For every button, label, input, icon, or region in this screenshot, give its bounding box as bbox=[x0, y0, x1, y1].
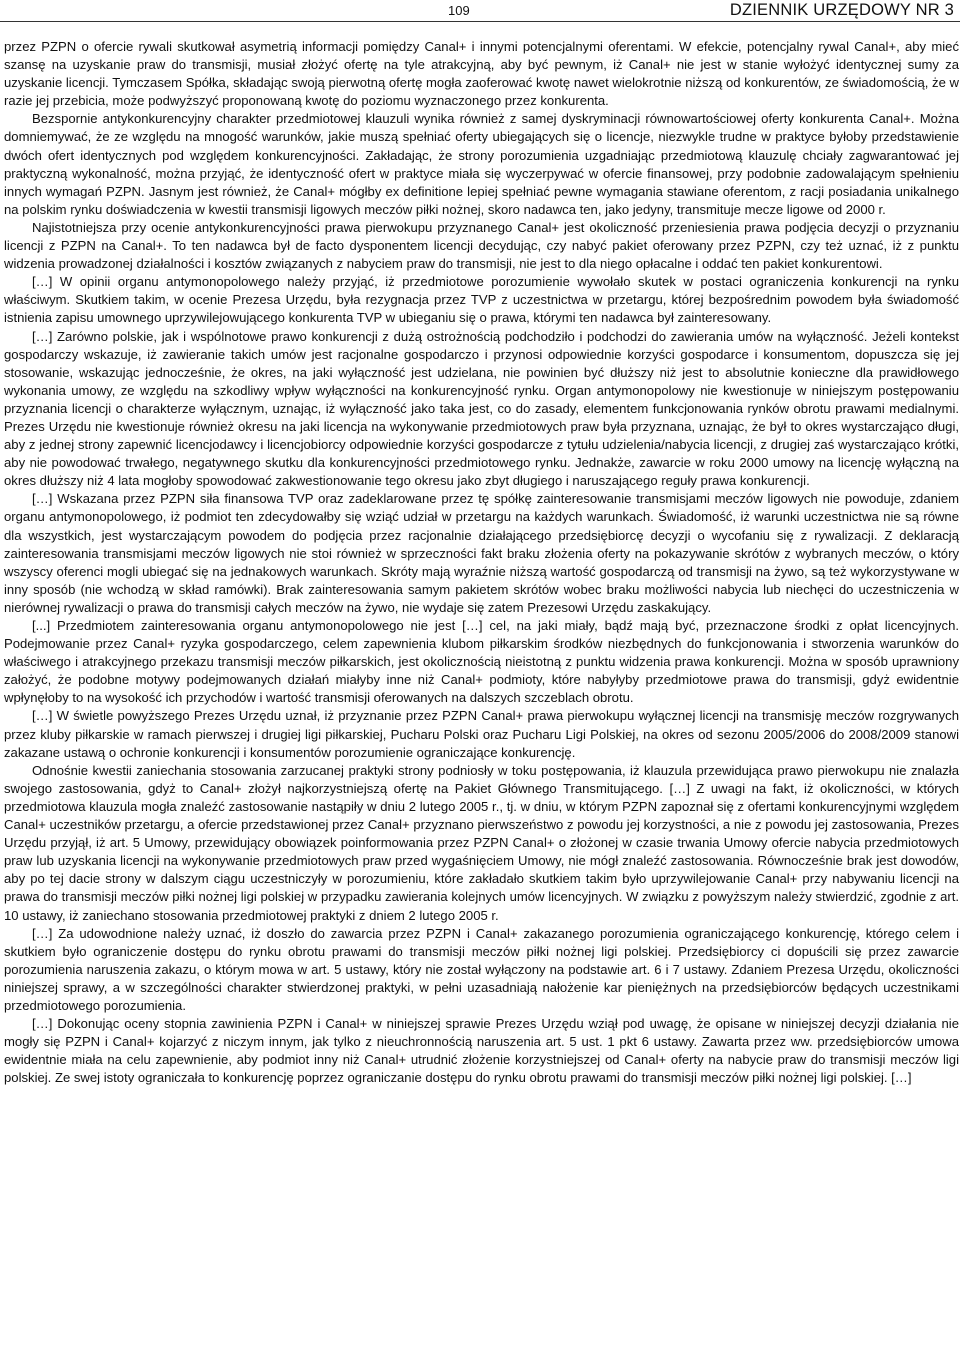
paragraph: Najistotniejsza przy ocenie antykonkurencyjności prawa pierwokupu przyznanego Canal+ jest okoliczność przeniesienia prawa podjęcia decyzji o przyznaniu licencji z PZPN na Canal+. To ten nadawca był de facto dysponentem licencji decydując, czy nabyć pakiet oferowany przez PZPN, czy też uznać, iż z punktu widzenia prowadzonej działalności i kosztów związanych z nabyciem praw do transmisji, nie jest to dla niego opłacalne i oddać ten pakiet konkurentowi. bbox=[4, 219, 959, 272]
page-number: 109 bbox=[448, 3, 470, 18]
paragraph: […] Za udowodnione należy uznać, iż doszło do zawarcia przez PZPN i Canal+ zakazanego porozumienia ograniczającego konkurencję, którego celem i skutkiem było ograniczenie dostępu do rynku obrotu prawami do transmisji meczów piłki nożnej ligi polskiej. Przedsiębiorcy ci dopuścili się przez zawarcie porozumienia naruszenia zakazu, o którym mowa w art. 5 ustawy, który nie został wyłączony na podstawie art. 6 i 7 ustawy. Zdaniem Prezesa Urzędu, okoliczności niniejszej sprawy, a w szczególności charakter stwierdzonej praktyki, w pełni uzasadniają nałożenie kar pieniężnych na przedsiębiorców będących uczestnikami przedmiotowego porozumienia. bbox=[4, 925, 959, 1013]
paragraph: […] W opinii organu antymonopolowego należy przyjąć, iż przedmiotowe porozumienie wywołało skutek w postaci ograniczenia konkurencji na rynku właściwym. Skutkiem takim, w ocenie Prezesa Urzędu, była rezygnacja przez TVP z uczestnictwa w przetargu, której bezpośrednim powodem była świadomość istnienia zapisu umownego uprzywilejowującego konkurenta TVP w ubieganiu się o prawa, którymi ten nadawca był zainteresowany. bbox=[4, 274, 959, 326]
journal-title: DZIENNIK URZĘDOWY NR 3 bbox=[729, 1, 954, 19]
paragraph: [...] Przedmiotem zainteresowania organu antymonopolowego nie jest […] cel, na jaki miały, bądź mają być, przeznaczone środki z opłat licencyjnych. Podejmowanie przez Canal+ ryzyka gospodarczego, celem zapewnienia klubom piłkarskim środków niezbędnych do funkcjonowania i stworzenia warunków do właściwego i atrakcyjnego przekazu transmisji meczów piłkarskich, jest okolicznością nieistotną z punktu widzenia prawa konkurencji. Można w sposób uprawniony założyć, że podobne motywy podejmowanych działań miałyby inne niż Canal+ podmioty, które nabyłyby przedmiotowe prawa do transmisji, gdyż ewidentnie wpłynęłoby to na wysokość ich przychodów i wartość transmisji oferowanych na dalszych szczeblach obrotu. bbox=[4, 618, 959, 706]
paragraph: […] Zarówno polskie, jak i wspólnotowe prawo konkurencji z dużą ostrożnością podchodziło i podchodzi do zawierania umów na wyłączność. Jeżeli kontekst gospodarczy wskazuje, iż zawieranie takich umów jest racjonalne gospodarczo i przynosi odpowiednie korzyści gospodarce i konsumentom, dopuszcza się jej stosowanie, wskazując jednocześnie, że okres, na jaki wyłączność jest udzielana, nie powinien być dłuższy niż jest to absolutnie konieczne dla prawidłowego wykonania umowy, ze względu na szkodliwy wpływ wyłączności na konkurencyjność rynku. Organ antymonopolowy nie kwestionuje w niniejszym postępowaniu przyznania licencji o charakterze wyłącznym, uznając, iż wyłączność jako taka jest, co do zasady, elementem funkcjonowania rynków obrotu prawami medialnymi. Prezes Urzędu nie kwestionuje również okresu na jaki licencja na wykonywanie przedmiotowych praw była przyznana, uznając, że był to okres wystarczająco długi, aby z jednej strony zapewnić licencjodawcy i licencjobiorcy odpowiednie korzyści gospodarcze z tytułu udzielenia/nabycia licencji, z drugiej zaś wystarczająco krótki, aby nie powodować trwałego, negatywnego skutku dla konkurencyjności przedmiotowego rynku. Jednakże, zawarcie w roku 2000 umowy na licencję wyłączną na okres dłuższy niż 4 lata mogłoby spowodować zakwestionowanie tego okresu jako zbyt długiego i naruszającego reguły prawa konkurencji. bbox=[4, 328, 959, 489]
paragraph: przez PZPN o ofercie rywali skutkował asymetrią informacji pomiędzy Canal+ i innymi potencjalnymi oferentami. W efekcie, potencjalny rywal Canal+, aby mieć szansę na uzyskanie praw do transmisji, musiał złożyć ofertę na tyle atrakcyjną, aby być pewnym, iż Canal+ nie jest w stanie wyłożyć identycznej sumy za uzyskanie licencji. Tymczasem Spółka, składając swoją pierwotną ofertę mogła zaoferować kwotę nawet wielokrotnie niższą od konkurentów, ze świadomością, że w razie jej przebicia, może podwyższyć proponowaną kwotę do poziomu wyznaczonego przez konkurenta. bbox=[4, 39, 959, 109]
paragraph: Bezspornie antykonkurencyjny charakter przedmiotowej klauzuli wynika również z samej dyskryminacji równowartościowej oferty konkurenta Canal+. Można domniemywać, że ze względu na mnogość warunków, jakie muszą spełniać oferty ubiegających się o licencje, niezwykle trudne w praktyce byłoby przedstawienie dwóch ofert identycznych pod względem konkurencyjności. Zakładając, że strony porozumienia uzgadniając przedmiotową klauzulę chciały zagwarantować jej praktyczną wykonalność, można przyjąć, że identyczność ofert w praktyce miała się wyczerpywać w ofercie finansowej, przy podobnie zadowalającym spełnieniu innych wymagań PZPN. Jasnym jest również, że Canal+ mógłby ex definitione lepiej spełniać pewne wymagania stawiane oferentom, z racji posiadania unikalnego na polskim rynku doświadczenia w kwestii transmisji ligowych meczów piłki nożnej, skoro nadawca ten, jako jedyny, transmituje mecze ligowe od 2000 r. bbox=[4, 111, 959, 217]
paragraph: Odnośnie kwestii zaniechania stosowania zarzucanej praktyki strony podniosły w toku postępowania, iż klauzula przewidująca prawo pierwokupu nie znalazła swojego zastosowania, gdyż to Canal+ złożył najkorzystniejszą ofertę na Pakiet Głównego Transmitującego. […] Z uwagi na fakt, iż okoliczności, w których przedmiotowa klauzula mogła znaleźć zastosowanie nastąpiły w dniu 2 lutego 2005 r., tj. w dniu, w którym PZPN zapoznał się z ofertami konkurencyjnymi względem Canal+ uczestników przetargu, a ofercie przedstawionej przez Canal+ przyznano pierwszeństwo z powodu jej korzystności, a nie z powodu jej zastosowania, Prezes Urzędu przyjął, iż art. 5 Umowy, przewidujący obowiązek poinformowania przez PZPN Canal+ o złożonej w czasie trwania Umowy ofercie nabycia przedmiotowych praw lub uzyskania licencji na wykonywanie przedmiotowych praw przed wygaśnięciem Umowy, nie mógł znaleźć zastosowania. Równocześnie brak jest dowodów, aby po tej dacie strony w dalszym ciągu uczestniczyły w porozumieniu, które zakładało skutkiem takim było uprzywilejowanie Canal+ przy nabywaniu licencji na prawa do transmisji meczów piłki nożnej ligi polskiej w przypadku zawierania kolejnych umów licencyjnych. W związku z powyższym należy stwierdzić, zgodnie z art. 10 ustawy, iż zaniechano stosowania przedmiotowej praktyki z dniem 2 lutego 2005 r. bbox=[4, 762, 959, 923]
header-rule bbox=[0, 21, 960, 22]
paragraph: […] Wskazana przez PZPN siła finansowa TVP oraz zadeklarowane przez tę spółkę zainteresowanie transmisjami meczów ligowych nie powoduje, zdaniem organu antymonopolowego, iż podmiot ten zdecydowałby się wziąć udział w przetargu na każdych warunkach. Świadomość, iż warunki uczestnictwa nie są równe dla wszystkich, jest wystarczającym powodem do podjęcia przez racjonalnie działającego przedsiębiorcę decyzji o wycofaniu się z rywalizacji. Z deklaracją zainteresowania transmisjami meczów ligowych nie stoi również w sprzeczności fakt braku złożenia oferty na pokazywanie skrótów z wybranych meczów, o który wszyscy oferenci mogli ubiegać się na jednakowych warunkach. Skróty mają wyraźnie niższą wartość gospodarczą od transmisji na żywo, są też wykorzystywane w inny sposób (nie wchodzą w skład ramówki). Brak zainteresowania samym pakietem skrótów wobec braku możliwości nabycia lub niechęci do uczestniczenia w nierównej rywalizacji o prawa do transmisji całych meczów na żywo, nie wydaje się zatem Prezesowi Urzędu zaskakujący. bbox=[4, 491, 959, 615]
paragraph: […] Dokonując oceny stopnia zawinienia PZPN i Canal+ w niniejszej sprawie Prezes Urzędu wziął pod uwagę, że opisane w niniejszej decyzji działania nie mogły się PZPN i Canal+ kojarzyć z niczym innym, jak tylko z nieuchronnością naruszenia art. 5 ust. 1 pkt 6 ustawy. Zawarta przez ww. przedsiębiorców umowa ewidentnie miała na celu zapewnienie, aby podmiot inny niż Canal+ utrudnić złożenie korzystniejszej od Canal+ oferty na nabycie praw do transmisji meczów ligi polskiej. Ze swej istoty ograniczała to konkurencję poprzez ograniczanie dostępu do rynku obrotu prawami do transmisji meczów piłki nożnej ligi polskiej. […] bbox=[4, 1016, 959, 1086]
page-header bbox=[0, 0, 960, 22]
article-body bbox=[4, 38, 959, 1087]
paragraph: […] W świetle powyższego Prezes Urzędu uznał, iż przyznanie przez PZPN Canal+ prawa pierwokupu wyłącznej licencji na transmisję meczów rozgrywanych przez kluby piłkarskie w ramach pierwszej i drugiej ligi piłkarskiej, Pucharu Polski oraz Pucharu Ligi Polskiej, na okres od sezonu 2005/2006 do 2008/2009 stanowi zakazane ustawą o ochronie konkurencji i konsumentów porozumienie ograniczające konkurencję. bbox=[4, 708, 959, 760]
